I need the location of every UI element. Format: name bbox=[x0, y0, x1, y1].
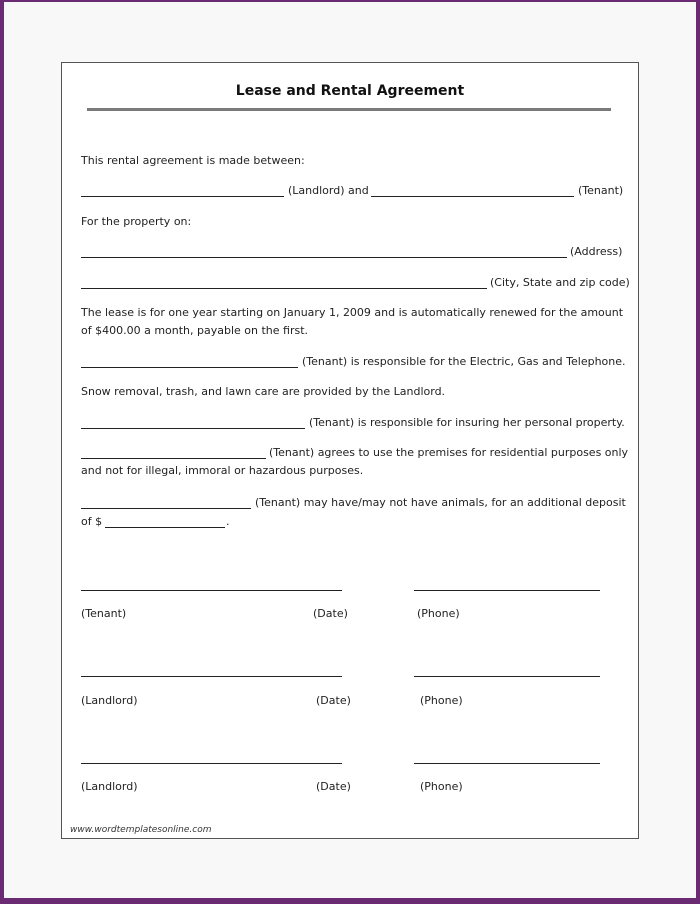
signature-role-2: (Landlord) bbox=[81, 694, 138, 707]
title-underline bbox=[87, 108, 611, 111]
signature-phone-2: (Phone) bbox=[420, 694, 463, 707]
landlord-phone-line-1[interactable] bbox=[414, 676, 600, 677]
animals-text-line-1: (Tenant) may have/may not have animals, for an additional deposit bbox=[255, 496, 626, 509]
lease-terms-line-1: The lease is for one year starting on January 1, 2009 and is automatically renewed for the amount bbox=[81, 306, 624, 319]
footer-website: www.wordtemplatesonline.com bbox=[70, 825, 212, 835]
landlord-signature-line-2[interactable] bbox=[81, 763, 342, 764]
property-label: For the property on: bbox=[81, 215, 192, 228]
signature-role-1: (Tenant) bbox=[81, 607, 127, 620]
tenant-name-blank[interactable] bbox=[371, 196, 574, 197]
landlord-signature-line-1[interactable] bbox=[81, 676, 342, 677]
signature-phone-3: (Phone) bbox=[420, 780, 463, 793]
signature-phone-1: (Phone) bbox=[417, 607, 460, 620]
tenant-signature-line[interactable] bbox=[81, 590, 342, 591]
deposit-prefix: of $ bbox=[81, 515, 103, 528]
animals-tenant-blank[interactable] bbox=[81, 508, 251, 509]
tenant-label: (Tenant) bbox=[578, 184, 624, 197]
premises-text-line-2: and not for illegal, immoral or hazardous purposes. bbox=[81, 464, 364, 477]
insurance-text: (Tenant) is responsible for insuring her personal property. bbox=[309, 416, 625, 429]
insurance-tenant-blank[interactable] bbox=[81, 428, 305, 429]
signature-date-1: (Date) bbox=[313, 607, 348, 620]
signature-date-3: (Date) bbox=[316, 780, 351, 793]
document-title: Lease and Rental Agreement bbox=[235, 83, 465, 99]
landlord-and-label: (Landlord) and bbox=[288, 184, 369, 197]
signature-date-2: (Date) bbox=[316, 694, 351, 707]
landlord-name-blank[interactable] bbox=[81, 196, 284, 197]
deposit-amount-blank[interactable] bbox=[105, 527, 225, 528]
address-label: (Address) bbox=[570, 245, 623, 258]
city-state-zip-label: (City, State and zip code) bbox=[490, 276, 630, 289]
premises-text-line-1: (Tenant) agrees to use the premises for residential purposes only bbox=[269, 446, 629, 459]
intro-text: This rental agreement is made between: bbox=[81, 154, 305, 167]
snow-removal-text: Snow removal, trash, and lawn care are provided by the Landlord. bbox=[81, 385, 446, 398]
utilities-text: (Tenant) is responsible for the Electric, Gas and Telephone. bbox=[302, 355, 626, 368]
signature-role-3: (Landlord) bbox=[81, 780, 138, 793]
deposit-suffix: . bbox=[226, 515, 230, 528]
city-state-zip-blank[interactable] bbox=[81, 288, 487, 289]
tenant-phone-line[interactable] bbox=[414, 590, 600, 591]
utilities-tenant-blank[interactable] bbox=[81, 367, 298, 368]
address-blank[interactable] bbox=[81, 257, 567, 258]
agreement-document bbox=[61, 62, 639, 839]
lease-terms-line-2: of $400.00 a month, payable on the first. bbox=[81, 324, 309, 337]
premises-tenant-blank[interactable] bbox=[81, 458, 266, 459]
landlord-phone-line-2[interactable] bbox=[414, 763, 600, 764]
